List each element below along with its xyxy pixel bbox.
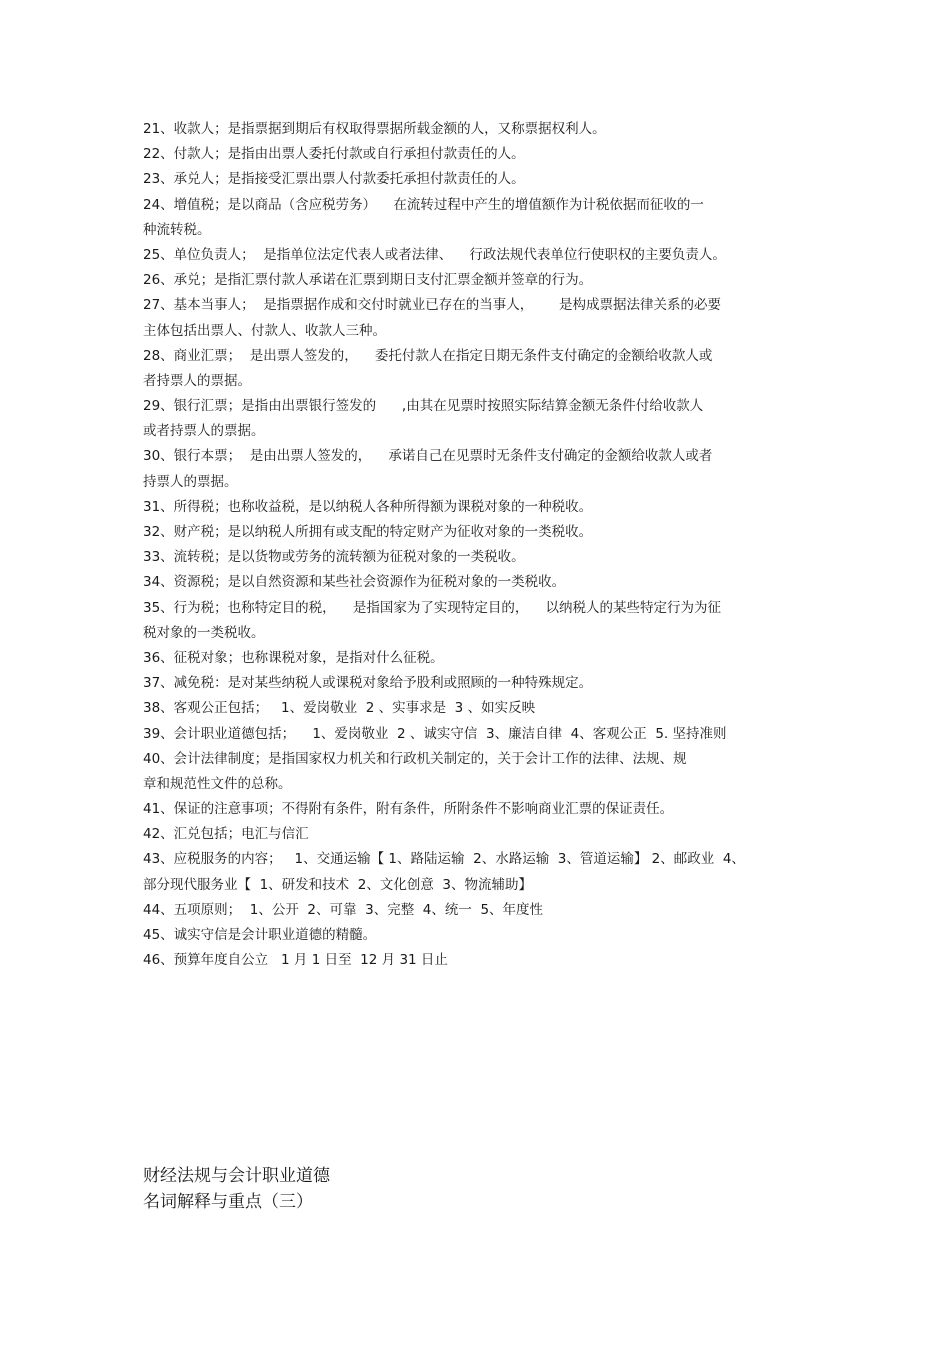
text-line: 者持票人的票据。: [143, 372, 251, 389]
text-line: 30、银行本票； 是由出票人签发的， 承诺自己在见票时无条件支付确定的金额给收款人或者: [143, 448, 713, 465]
text-line: 23、承兑人；是指接受汇票出票人付款委托承担付款责任的人。: [143, 171, 525, 188]
text-line: 主体包括出票人、付款人、收款人三种。: [143, 322, 386, 339]
text-line: 39、会计职业道德包括； 1、爱岗敬业 2 、诚实守信 3、廉洁自律 4、客观公正 5. 坚持准则: [143, 725, 727, 742]
text-line: 24、增值税；是以商品（含应税劳务） 在流转过程中产生的增值额作为计税依据而征收的一: [143, 196, 704, 213]
document-footer: [143, 1163, 330, 1215]
text-line: 46、预算年度自公立 1 月 1 日至 12 月 31 日止: [143, 952, 448, 969]
text-line: 41、保证的注意事项；不得附有条件，附有条件，所附条件不影响商业汇票的保证责任。: [143, 801, 674, 818]
text-line: 21、收款人；是指票据到期后有权取得票据所载金额的人，又称票据权利人。: [143, 121, 606, 137]
text-line: 26、承兑；是指汇票付款人承诺在汇票到期日支付汇票金额并签章的行为。: [143, 272, 593, 289]
text-line: 种流转税。: [143, 221, 211, 238]
document-title: 财经法规与会计职业道德: [143, 1166, 330, 1186]
document-body: [143, 117, 823, 973]
text-line: 章和规范性文件的总称。: [143, 775, 292, 792]
text-line: 22、付款人；是指由出票人委托付款或自行承担付款责任的人。: [143, 146, 525, 163]
text-line: 29、银行汇票；是指由出票银行签发的 ,由其在见票时按照实际结算金额无条件付给收款人: [143, 398, 704, 415]
document-subtitle: 名词解释与重点（三）: [143, 1192, 313, 1212]
text-line: 28、商业汇票； 是出票人签发的， 委托付款人在指定日期无条件支付确定的金额给收款人或: [143, 347, 713, 364]
text-line: 38、客观公正包括； 1、爱岗敬业 2 、实事求是 3 、如实反映: [143, 700, 536, 717]
text-line: 44、五项原则； 1、公开 2、可靠 3、完整 4、统一 5、年度性: [143, 901, 544, 918]
text-line: 40、会计法律制度；是指国家权力机关和行政机关制定的，关于会计工作的法律、法规、规: [143, 750, 687, 767]
text-line: 43、应税服务的内容； 1、交通运输【 1、路陆运输 2、水路运输 3、管道运输】 2、邮政业 4、: [143, 851, 745, 868]
text-line: 37、减免税：是对某些纳税人或课税对象给予股利或照顾的一种特殊规定。: [143, 675, 593, 692]
text-line: 或者持票人的票据。: [143, 423, 265, 440]
text-line: 45、诚实守信是会计职业道德的精髓。: [143, 927, 377, 943]
text-line: 32、财产税；是以纳税人所拥有或支配的特定财产为征收对象的一类税收。: [143, 524, 593, 540]
text-line: 部分现代服务业【 1、研发和技术 2、文化创意 3、物流辅助】: [143, 876, 533, 893]
text-line: 持票人的票据。: [143, 473, 238, 490]
text-line: 27、基本当事人； 是指票据作成和交付时就业已存在的当事人， 是构成票据法律关系的必要: [143, 297, 722, 314]
text-line: 税对象的一类税收。: [143, 624, 265, 641]
text-line: 42、汇兑包括；电汇与信汇: [143, 826, 309, 843]
text-line: 36、征税对象；也称课税对象，是指对什么征税。: [143, 649, 444, 666]
text-line: 33、流转税；是以货物或劳务的流转额为征税对象的一类税收。: [143, 549, 525, 566]
text-line: 25、单位负责人； 是指单位法定代表人或者法律、 行政法规代表单位行使职权的主要负责人。: [143, 246, 726, 263]
text-line: 34、资源税；是以自然资源和某些社会资源作为征税对象的一类税收。: [143, 574, 566, 591]
text-line: 31、所得税；也称收益税，是以纳税人各种所得额为课税对象的一种税收。: [143, 498, 593, 515]
text-line: 35、行为税；也称特定目的税， 是指国家为了实现特定目的， 以纳税人的某些特定行为为征: [143, 599, 722, 616]
